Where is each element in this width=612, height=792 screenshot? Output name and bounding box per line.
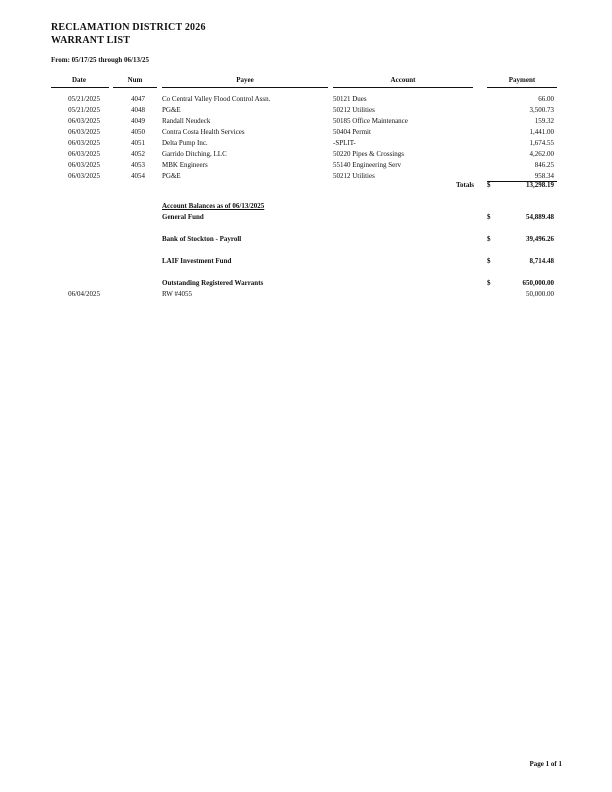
row-account: 50220 Pipes & Crossings: [333, 150, 404, 158]
table-row: [0, 150, 612, 161]
row-date: 06/03/2025: [68, 150, 100, 158]
rw-payee: RW #4055: [162, 290, 193, 298]
totals-currency: $: [487, 181, 491, 189]
col-header-payment: Payment: [508, 76, 536, 84]
col-underline-date: [51, 87, 109, 88]
row-account: 55140 Engineering Serv: [333, 161, 402, 169]
row-num: 4052: [131, 150, 145, 158]
report-title: WARRANT LIST: [51, 35, 131, 46]
row-num: 4047: [131, 95, 145, 103]
balance-amount-payroll: 39,496.26: [526, 235, 554, 243]
table-row: [0, 117, 612, 128]
row-payment: 159.32: [534, 117, 554, 125]
balance-label-general-fund: General Fund: [162, 213, 204, 221]
balance-label-payroll: Bank of Stockton - Payroll: [162, 235, 242, 243]
row-payee: MBK Engineers: [162, 161, 208, 169]
row-payee: PG&E: [162, 106, 181, 114]
row-num: 4049: [131, 117, 145, 125]
row-account: 50212 Utilities: [333, 106, 375, 114]
row-payment: 3,500.73: [529, 106, 554, 114]
row-payee: Garrido Ditching, LLC: [162, 150, 227, 158]
row-payment: 66.00: [538, 95, 554, 103]
row-account: 50121 Dues: [333, 95, 367, 103]
balance-label-laif: LAIF Investment Fund: [162, 257, 232, 265]
col-underline-account: [333, 87, 473, 88]
table-row: [0, 106, 612, 117]
row-payment: 958.34: [534, 172, 554, 180]
balance-currency: $: [487, 279, 491, 287]
row-date: 06/03/2025: [68, 117, 100, 125]
row-payee: Co Central Valley Flood Control Assn.: [162, 95, 271, 103]
balances-heading: Account Balances as of 06/13/2025: [162, 202, 265, 210]
balance-amount-general-fund: 54,889.48: [526, 213, 554, 221]
row-payment: 846.25: [534, 161, 554, 169]
row-num: 4051: [131, 139, 145, 147]
col-underline-payee: [162, 87, 328, 88]
balance-currency: $: [487, 257, 491, 265]
totals-label: Totals: [455, 181, 474, 189]
page-number: Page 1 of 1: [529, 760, 562, 768]
balance-label-registered-warrants: Outstanding Registered Warrants: [162, 279, 264, 287]
row-payment: 1,674.55: [529, 139, 554, 147]
table-row: [0, 139, 612, 150]
col-header-payee: Payee: [236, 76, 254, 84]
table-row: [0, 161, 612, 172]
row-payment: 4,262.00: [529, 150, 554, 158]
row-payment: 1,441.00: [529, 128, 554, 136]
table-row: [0, 128, 612, 139]
row-num: 4053: [131, 161, 145, 169]
row-account: -SPLIT-: [333, 139, 356, 147]
col-underline-num: [113, 87, 157, 88]
row-date: 06/03/2025: [68, 139, 100, 147]
table-row: [0, 95, 612, 106]
row-payee: Contra Costa Health Services: [162, 128, 245, 136]
row-num: 4054: [131, 172, 145, 180]
totals-amount: 13,298.19: [526, 181, 554, 189]
row-payee: Delta Pump Inc.: [162, 139, 208, 147]
row-num: 4050: [131, 128, 145, 136]
row-num: 4048: [131, 106, 145, 114]
row-date: 05/21/2025: [68, 95, 100, 103]
row-payee: PG&E: [162, 172, 181, 180]
balance-amount-registered-warrants: 650,000.00: [522, 279, 554, 287]
row-account: 50212 Utilities: [333, 172, 375, 180]
row-payee: Randall Neudeck: [162, 117, 211, 125]
row-date: 06/03/2025: [68, 161, 100, 169]
row-account: 50185 Office Maintenance: [333, 117, 408, 125]
district-title: RECLAMATION DISTRICT 2026: [51, 22, 206, 33]
balance-currency: $: [487, 213, 491, 221]
col-header-date: Date: [72, 76, 86, 84]
col-underline-payment: [487, 87, 557, 88]
row-date: 06/03/2025: [68, 128, 100, 136]
balance-amount-laif: 8,714.48: [529, 257, 554, 265]
row-account: 50404 Permit: [333, 128, 371, 136]
col-header-account: Account: [390, 76, 416, 84]
registered-warrant-row: [0, 290, 612, 301]
row-date: 06/03/2025: [68, 172, 100, 180]
row-date: 05/21/2025: [68, 106, 100, 114]
balance-currency: $: [487, 235, 491, 243]
rw-payment: 50,000.00: [526, 290, 554, 298]
date-range: From: 05/17/25 through 06/13/25: [51, 56, 149, 64]
col-header-num: Num: [127, 76, 143, 84]
rw-date: 06/04/2025: [68, 290, 100, 298]
